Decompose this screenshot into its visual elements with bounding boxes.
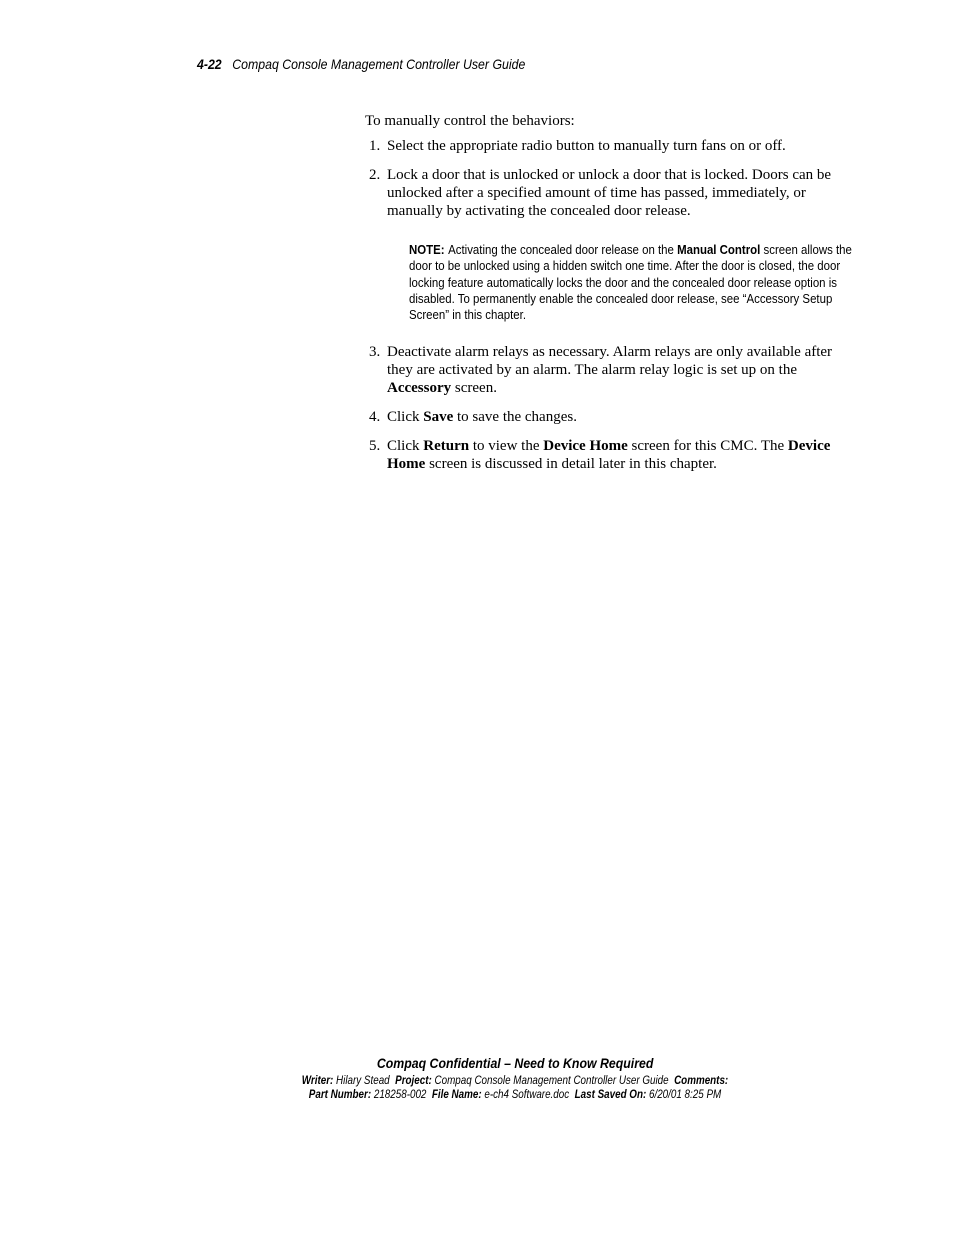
running-header xyxy=(197,56,525,72)
note-block xyxy=(409,242,862,324)
step-number: 4. xyxy=(369,409,381,425)
step-1 xyxy=(365,137,845,155)
step-text: Deactivate alarm relays as necessary. Alarm relays are only available after they are activated by an alarm. The alarm relay logic is set up on the xyxy=(387,344,833,378)
step-text: Click xyxy=(387,409,424,425)
comments-label: Comments: xyxy=(674,1073,729,1087)
step-number: 2. xyxy=(369,167,381,183)
project-label: Project: xyxy=(395,1073,432,1087)
last-saved-label: Last Saved On: xyxy=(574,1087,647,1101)
step-bold-term: Accessory xyxy=(387,380,452,396)
file-name-value: e-ch4 Software.doc xyxy=(484,1087,570,1101)
project-value: Compaq Console Management Controller User Guide xyxy=(434,1073,669,1087)
step-number: 1. xyxy=(369,138,381,154)
writer-value: Hilary Stead xyxy=(336,1073,390,1087)
note-label: NOTE: xyxy=(409,242,445,257)
procedure-steps xyxy=(365,137,852,473)
part-number-value: 218258-002 xyxy=(373,1087,427,1101)
note-text-before: Activating the concealed door release on the xyxy=(448,242,678,257)
intro-text: To manually control the behaviors: xyxy=(365,113,575,129)
step-2 xyxy=(365,166,852,324)
footer-meta-line-1 xyxy=(269,1073,761,1087)
step-3 xyxy=(365,343,845,397)
step-bold-term: Save xyxy=(423,409,454,425)
step-text: Select the appropriate radio button to manually turn fans on or off. xyxy=(387,138,786,154)
writer-label: Writer: xyxy=(301,1073,334,1087)
step-text: screen. xyxy=(451,380,497,396)
step-text: Lock a door that is unlocked or unlock a door that is locked. Doors can be unlocked after a specified amount of time has passed, immediately, or manually by activating the concealed door release. xyxy=(387,167,832,219)
part-number-label: Part Number: xyxy=(308,1087,372,1101)
step-text: to save the changes. xyxy=(453,409,577,425)
running-title: Compaq Console Management Controller User Guide xyxy=(232,56,526,72)
step-4 xyxy=(365,408,845,426)
footer-meta-line-2 xyxy=(269,1087,761,1101)
step-5 xyxy=(365,437,845,473)
step-bold-term: Return xyxy=(423,438,470,454)
step-number: 5. xyxy=(369,438,381,454)
step-bold-term: Device Home xyxy=(543,438,628,454)
page-number: 4-22 xyxy=(197,56,222,72)
step-bold-term: Device Home xyxy=(387,438,831,472)
step-text: Click xyxy=(387,438,424,454)
step-text: screen is discussed in detail later in this chapter. xyxy=(425,456,717,472)
body-content xyxy=(365,112,852,484)
note-text-after: screen allows the door to be unlocked using a hidden switch one time. After the door is closed, the door locking feature automatically locks the door and the concealed door release option is disabled. To permanently enable the concealed door release, see “Accessory Setup Screen” in this chapter. xyxy=(409,242,852,323)
file-name-label: File Name: xyxy=(431,1087,482,1101)
step-text: screen for this CMC. The xyxy=(627,438,788,454)
confidential-notice: Compaq Confidential – Need to Know Required xyxy=(376,1055,654,1071)
step-text: to view the xyxy=(469,438,544,454)
last-saved-value: 6/20/01 8:25 PM xyxy=(648,1087,722,1101)
confidential-footer xyxy=(215,1054,815,1101)
step-number: 3. xyxy=(369,344,381,360)
note-bold-term: Manual Control xyxy=(677,242,761,257)
